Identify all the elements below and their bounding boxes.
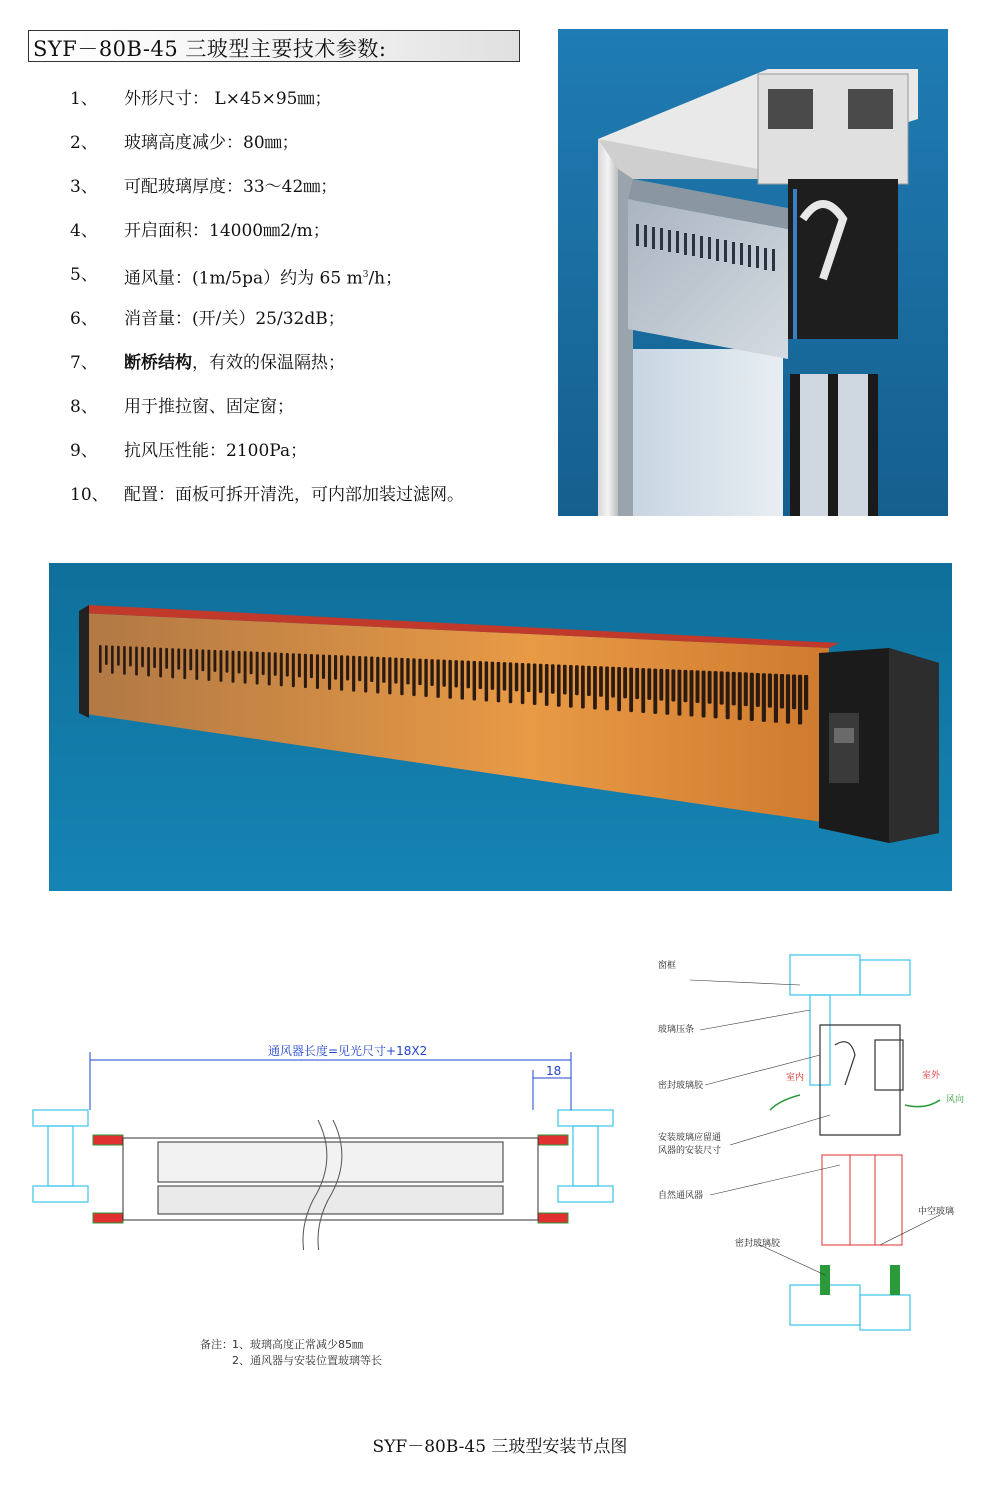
spec-title: SYF－80B-45 三玻型主要技术参数: [33,37,387,61]
vent-slot [177,648,180,669]
label-outdoor: 室外 [922,1071,941,1081]
spec-text [124,262,402,292]
vent-slot [322,654,325,678]
vent-slot [455,660,458,687]
vent-slot [467,661,470,689]
vent-slot [762,673,766,722]
vent-slot [497,662,501,702]
spec-item [70,130,550,174]
vent-slot [551,664,555,693]
vent-slot [358,656,361,681]
vent-slot [370,657,373,683]
spec-title-box [28,30,520,62]
vent-slot [316,654,319,689]
vent-slot [804,675,808,710]
vent-slot [135,647,138,676]
vent-slot [461,660,464,699]
vent-slot [310,654,313,678]
spec-text: 外形尺寸： L×45×95㎜； [124,89,332,109]
vent-slot [268,652,271,685]
spec-num: 9、 [70,441,98,461]
vent-slot [581,666,585,709]
vent-slot [238,651,241,674]
vent-slot [256,652,259,685]
vent-slot [786,674,790,723]
spec-item [70,482,550,526]
spec-text: 消音量：(开/关）25/32dB； [124,309,345,329]
vent-slot [756,673,760,707]
label-seal-bottom: 密封玻璃胶 [735,1239,781,1249]
vent-slot [418,659,421,686]
spec-text-rest: ，有效的保温隔热； [192,353,345,373]
vent-slot [641,668,645,713]
vent-product-photo [49,563,952,891]
vent-slot [647,668,651,700]
note-line1: 1、玻璃高度正常减少85㎜ [232,1338,363,1351]
vent-slot [105,645,108,665]
vent-slot [286,653,289,677]
vent-slot [527,663,531,692]
vent-slot [569,665,573,708]
spec-text: 抗风压性能：2100Pa； [124,441,308,461]
spec-list [70,86,550,526]
vent-slot [213,650,216,672]
vent-slot [774,674,778,723]
spec-text-post: /h； [368,268,403,289]
spec-item [70,86,550,130]
vent-slot [587,666,591,696]
drawing-caption: SYF－80B-45 三玻型安装节点图 [372,1437,628,1457]
vent-slot [117,646,120,666]
spec-text [124,350,345,376]
vent-slot [683,670,687,702]
vent-slot [244,651,247,684]
vent-slot [183,649,186,680]
vent-length-drawing [28,1030,638,1250]
label-vent: 自然通风器 [658,1191,704,1201]
vent-slot [129,646,132,666]
vent-slot [382,657,385,683]
dim-small-label: 18 [546,1064,562,1078]
vent-slot [563,665,567,695]
vent-slot [364,656,367,692]
spec-item [70,394,550,438]
dim-main-label: 通风器长度=见光尺寸+18X2 [268,1044,428,1058]
spec-item [70,174,550,218]
spec-text: 用于推拉窗、固定窗； [124,397,294,417]
vent-slot [376,657,379,694]
note-line2: 2、通风器与安装位置玻璃等长 [232,1354,382,1367]
spec-item [70,218,550,262]
spec-bold: 断桥结构 [124,353,192,373]
vent-slot [750,673,754,721]
vent-slot [509,662,513,703]
vent-slot [732,672,736,705]
vent-slot [677,670,681,716]
vent-slot [726,672,730,720]
label-bead: 玻璃压条 [658,1025,695,1035]
vent-slot [533,663,537,705]
spec-item [70,350,550,394]
vent-slot [304,654,307,688]
vent-slot [346,656,349,681]
vent-slot [792,674,796,709]
vent-slot [171,648,174,678]
vent-section-photo [558,29,948,516]
install-section-drawing [650,945,980,1375]
vent-slot [141,647,144,668]
vent-slot [539,664,543,693]
vent-slot [479,661,482,689]
spec-num: 7、 [70,353,98,373]
vent-slot [274,652,277,675]
vent-slot [557,664,561,706]
vent-slot [159,648,162,678]
vent-slot [690,670,694,716]
spec-item [70,262,550,306]
vent-slot [153,647,156,668]
vent-slot [220,650,223,682]
vent-slot [593,666,597,709]
vent-slot [605,667,609,711]
vent-slot [232,651,235,683]
label-install-1: 安装玻璃应留通 [658,1133,722,1143]
spec-num: 6、 [70,309,98,329]
vent-slot [623,667,627,698]
vent-slot [165,648,168,669]
vent-slot [798,675,802,725]
vent-slot [768,673,772,707]
vent-slot [617,667,621,711]
spec-num: 8、 [70,397,98,417]
vent-slot [394,658,397,684]
vent-slot [515,663,519,692]
spec-sup: 3 [362,270,369,280]
vent-slot [780,674,784,708]
vent-slot [744,672,748,706]
vent-slot [400,658,403,695]
vent-slot [99,645,102,673]
vent-slot [412,658,415,696]
vent-slot [430,659,433,686]
spec-text: 配置：面板可拆开清洗，可内部加装过滤网。 [124,485,464,505]
vent-slot [545,664,549,706]
vent-slot [708,671,712,704]
spec-item [70,306,550,350]
vent-slot [635,668,639,699]
vent-slot [328,655,331,690]
vent-slot [696,670,700,703]
vent-slot [738,672,742,720]
vent-slot [123,646,126,675]
spec-num: 10、 [70,485,109,505]
vent-slot [473,661,476,701]
vent-slot [340,655,343,691]
vent-slot [659,669,663,701]
vent-slot [334,655,337,680]
label-seal-top: 密封玻璃胶 [658,1081,704,1091]
vent-slot [292,653,295,687]
vent-slot [714,671,718,718]
vent-slot [111,646,114,674]
spec-num: 4、 [70,221,98,241]
spec-num: 5、 [70,265,98,285]
vent-slot [201,649,204,671]
vent-slot [406,658,409,684]
vent-slot [424,659,427,697]
spec-text-pre: 通风量：(1m/5pa）约为 65 m [124,268,363,289]
vent-slot [448,660,451,699]
label-install-2: 风器的安装尺寸 [658,1146,722,1156]
vent-slot [147,647,150,677]
spec-text: 玻璃高度减少：80㎜； [124,133,299,153]
vent-slot [575,665,579,695]
vent-slot [653,669,657,714]
vent-slot [599,666,603,697]
vent-slot [207,650,210,681]
vent-slot [436,659,439,698]
vent-slot [611,667,615,698]
vent-slot [298,653,301,677]
vent-slot [280,653,283,687]
label-igu: 中空玻璃 [918,1207,955,1217]
vent-slot [485,661,488,701]
vent-slot [629,668,633,713]
label-indoor: 室内 [786,1073,805,1083]
note-prefix: 备注： [200,1338,233,1351]
vent-slot [720,671,724,704]
vent-slot [665,669,669,715]
vent-slot [521,663,525,704]
spec-item [70,438,550,482]
vent-slot [671,669,675,701]
vent-slot [702,671,706,718]
vent-slot [388,657,391,694]
spec-text: 开启面积：14000㎜2/m； [124,221,330,241]
label-frame: 窗框 [658,961,677,971]
spec-text: 可配玻璃厚度：33～42㎜； [124,177,338,197]
vent-slot [352,656,355,692]
vent-slot [189,649,192,671]
vent-slot [262,652,265,675]
vent-slot [226,650,229,672]
spec-num: 3、 [70,177,98,197]
label-wind: 风向 [946,1095,965,1105]
vent-slot [250,651,253,674]
spec-num: 2、 [70,133,98,153]
vent-slot [442,660,445,687]
vent-slot [195,649,198,680]
spec-num: 1、 [70,89,98,109]
vent-slot [491,662,494,690]
vent-slot [503,662,507,690]
